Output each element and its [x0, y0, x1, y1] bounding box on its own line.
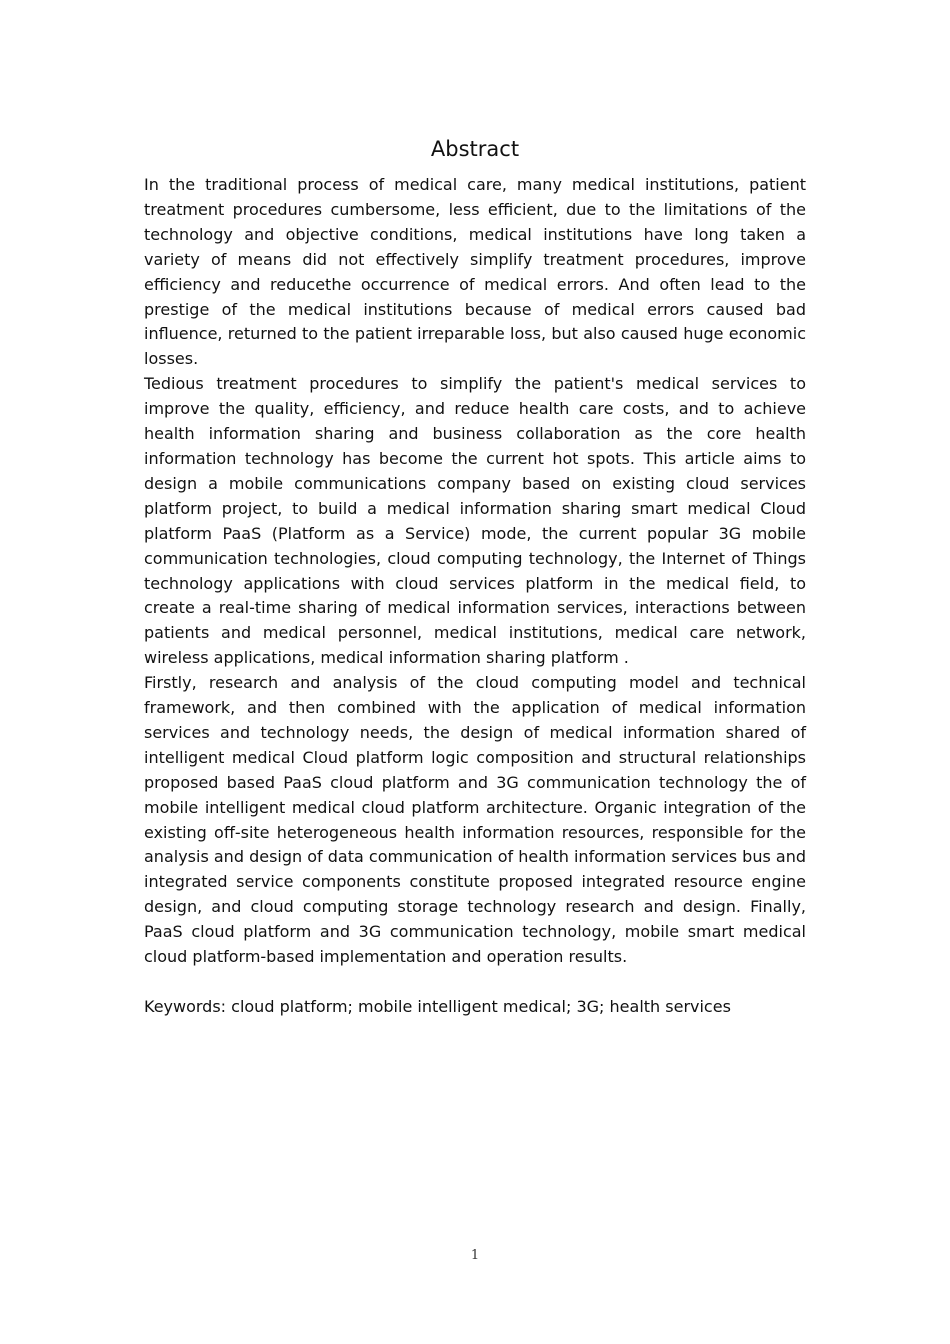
abstract-title: Abstract — [430, 137, 520, 161]
abstract-paragraph-2: Tedious treatment procedures to simplify the patient's medical services to improve the quality, efficiency, and reduce health care costs, and to achieve health information sharing and business collaboration as the core health information technology has become the current hot spots. This article aims to design a mobile communications company based on existing cloud services platform project, to build a medical information sharing smart medical Cloud platform PaaS (Platform as a Service) mode, the current popular 3G mobile communication technologies, cloud computing technology, the Internet of Things technology applications with cloud services platform in the medical field, to create a real-time sharing of medical information services, interactions between patients and medical personnel, medical institutions, medical care network, wireless applications, medical information sharing platform . — [144, 374, 806, 668]
abstract-paragraph-3: Firstly, research and analysis of the cloud computing model and technical framework, and then combined with the application of medical information services and technology needs, the design of medical information shared of intelligent medical Cloud platform logic composition and structural relationships proposed based PaaS cloud platform and 3G communication technology the of mobile intelligent medical cloud platform architecture. Organic integration of the existing off-site heterogeneous health information resources, responsible for the analysis and design of data communication of health information services bus and integrated service components constitute proposed integrated resource engine design, and cloud computing storage technology research and design. Finally, PaaS cloud platform and 3G communication technology, mobile smart medical cloud platform-based implementation and operation results. — [144, 673, 806, 967]
keywords-line: Keywords: cloud platform; mobile intelligent medical; 3G; health services — [144, 997, 731, 1016]
page-number: 1 — [470, 1248, 480, 1263]
abstract-section — [144, 135, 806, 1020]
abstract-paragraph-1: In the traditional process of medical care, many medical institutions, patient treatment procedures cumbersome, less efficient, due to the limitations of the technology and objective conditions, medical institutions have long taken a variety of means did not effectively simplify treatment procedures, improve efficiency and reducethe occurrence of medical errors. And often lead to the prestige of the medical institutions because of medical errors caused bad influence, returned to the patient irreparable loss, but also caused huge economic losses. — [144, 175, 806, 369]
